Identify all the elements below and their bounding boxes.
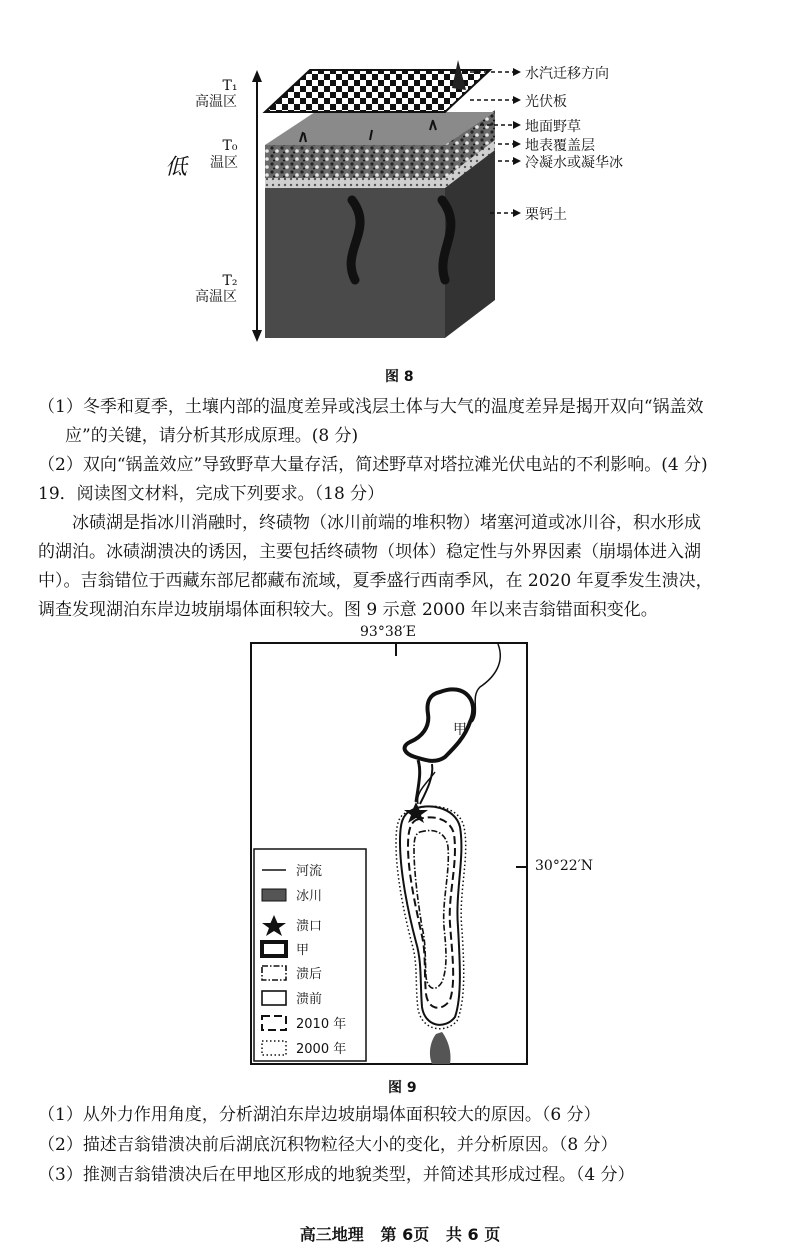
figure-8-caption: 图 8 [385,369,414,385]
label-pv-panel: 光伏板 [525,94,567,110]
legend-jia-label: 甲 [296,943,310,958]
latitude-label: 30°22′N [535,858,594,874]
label-chestnut-soil: 栗钙土 [525,207,567,223]
legend-2000-label: 2000 年 [296,1042,347,1057]
t1-symbol: T₁ [222,78,238,94]
q19-para-line1: 冰碛湖是指冰川消融时，终碛物（冰川前端的堆积物）堵塞河道或冰川谷，积水形成 [72,513,701,533]
q19-question-1: （1）从外力作用角度，分析湖泊东岸边坡崩塌体面积较大的原因。（6 分） [38,1105,601,1125]
t0-zone: 温区 [210,155,238,171]
figure-9-caption: 图 9 [388,1080,417,1096]
q19-title: 19．阅读图文材料，完成下列要求。（18 分） [38,484,385,504]
q19-question-2: （2）描述吉翁错溃决前后湖底沉积物粒径大小的变化，并分析原因。（8 分） [38,1135,618,1155]
q19-para-line2: 的湖泊。冰碛湖溃决的诱因，主要包括终碛物（坝体）稳定性与外界因素（崩塌体进入湖 [38,542,701,562]
legend-after-label: 溃后 [296,967,323,982]
figure-9-map [250,642,530,1067]
legend-outlet-label: 溃口 [296,919,323,934]
t2-zone: 高温区 [195,289,237,305]
legend-before-label: 溃前 [296,992,323,1007]
figure-8-diagram [180,50,660,350]
label-condensate: 冷凝水或凝华冰 [525,155,623,171]
legend-glacier-label: 冰川 [296,889,323,904]
q18-part1-line1: （1）冬季和夏季，土壤内部的温度差异或浅层土体与大气的温度差异是揭开双向“锅盖效 [38,397,704,417]
t0-handwriting: 低 [165,155,188,180]
q18-part1-line2: 应”的关键，请分析其形成原理。(8 分) [65,426,359,446]
label-cover-layer: 地表覆盖层 [525,138,595,154]
q19-question-3: （3）推测吉翁错溃决后在甲地区形成的地貌类型，并简述其形成过程。（4 分） [38,1165,635,1185]
page-footer: 高三地理 第 6页 共 6 页 [299,1225,501,1244]
label-vapor-migration: 水汽迁移方向 [525,66,609,82]
q19-para-line3: 中）。吉翁错位于西藏东部尼都藏布流域，夏季盛行西南季风，在 2020 年夏季发生溃决， [38,571,713,591]
legend-glacier-swatch [262,889,286,901]
t1-zone: 高温区 [195,94,237,110]
axis-arrow-down-icon [252,330,262,342]
q18-part2: （2）双向“锅盖效应”导致野草大量存活，简述野草对塔拉滩光伏电站的不利影响。(4 分) [38,455,708,475]
longitude-label: 93°38′E [360,624,417,640]
condensate-band [265,178,445,188]
area-jia-label: 甲 [453,722,467,738]
axis-arrow-up-icon [252,70,262,82]
legend-2010-label: 2010 年 [296,1017,347,1032]
q19-para-line4: 调查发现湖泊东岸边坡崩塌体面积较大。图 9 示意 2000 年以来吉翁错面积变化。 [38,600,658,620]
label-ground-grass: 地面野草 [525,119,581,135]
t1-label [210,78,250,94]
legend-river-label: 河流 [296,864,323,879]
t2-symbol: T₂ [222,273,238,289]
t0-symbol: T₀ [222,138,238,154]
